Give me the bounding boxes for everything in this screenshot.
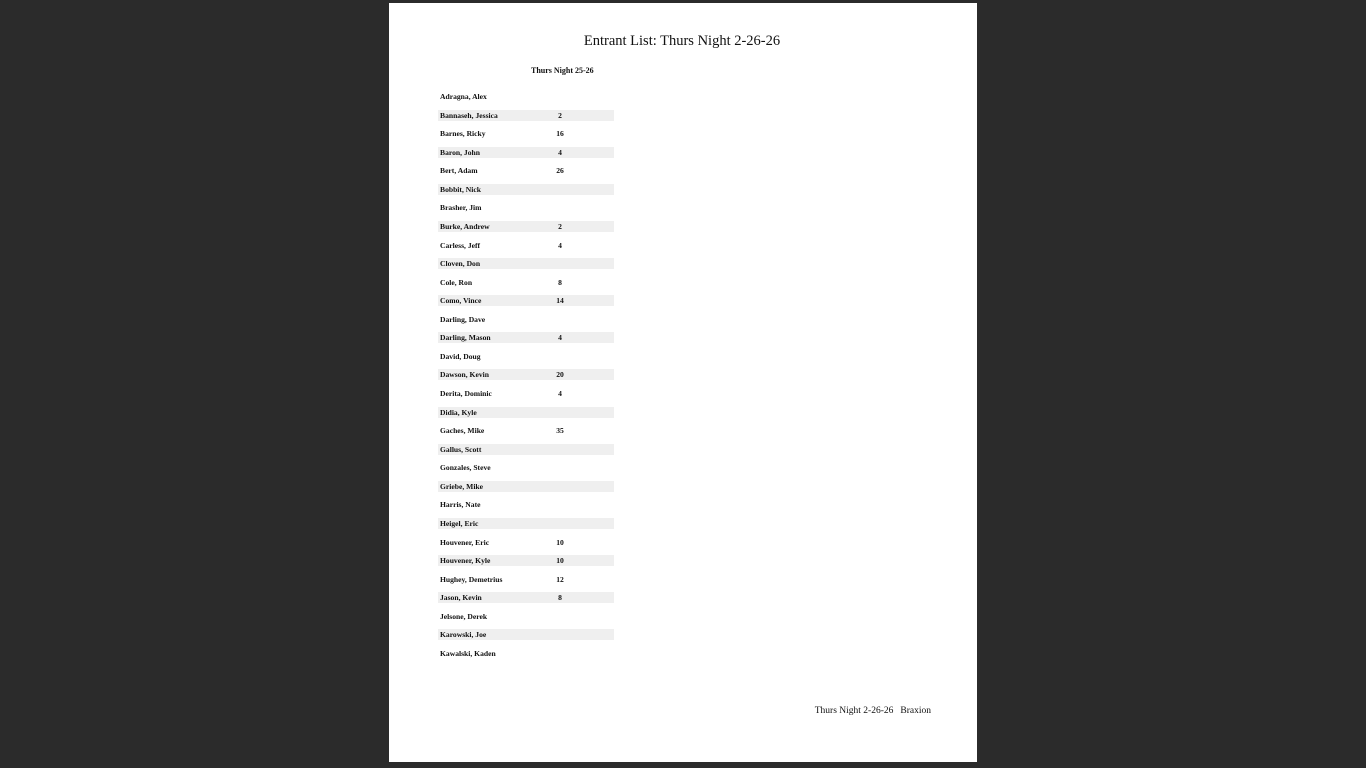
entrant-name: Cole, Ron <box>440 277 473 287</box>
entrant-name: Griebe, Mike <box>440 481 484 491</box>
entrant-name: Carless, Jeff <box>440 240 481 250</box>
list-item <box>438 221 614 232</box>
entrant-name: Kawalski, Kaden <box>440 648 496 658</box>
list-item <box>438 425 614 436</box>
entrant-value: 10 <box>556 556 564 566</box>
list-item <box>438 481 614 492</box>
entrant-name: Bert, Adam <box>440 166 478 176</box>
entrant-name: Hughey, Demetrius <box>440 574 503 584</box>
entrant-name: Darling, Mason <box>440 333 491 343</box>
list-item <box>438 499 614 510</box>
entrant-value: 2 <box>558 221 562 231</box>
list-item <box>438 165 614 176</box>
list-item <box>438 462 614 473</box>
entrant-value: 26 <box>556 166 564 176</box>
entrant-value: 10 <box>556 537 564 547</box>
list-item <box>438 202 614 213</box>
page-footer <box>815 706 931 716</box>
list-item <box>438 388 614 399</box>
list-item <box>438 537 614 548</box>
entrant-name: Karowski, Joe <box>440 630 487 640</box>
entrant-value: 4 <box>558 240 562 250</box>
list-item <box>438 574 614 585</box>
list-item <box>438 240 614 251</box>
footer-brand: Braxion <box>900 706 931 716</box>
entrant-list <box>438 91 614 666</box>
entrant-name: Harris, Nate <box>440 500 481 510</box>
list-item <box>438 351 614 362</box>
list-item <box>438 629 614 640</box>
entrant-value: 8 <box>558 277 562 287</box>
column-header: Thurs Night 25-26 <box>531 66 594 75</box>
list-item <box>438 555 614 566</box>
entrant-value: 4 <box>558 333 562 343</box>
entrant-value: 14 <box>556 296 564 306</box>
entrant-name: Houvener, Eric <box>440 537 490 547</box>
list-item <box>438 332 614 343</box>
entrant-value: 35 <box>556 426 564 436</box>
entrant-name: Jason, Kevin <box>440 593 482 603</box>
entrant-name: Heigel, Eric <box>440 518 479 528</box>
entrant-name: Didia, Kyle <box>440 407 477 417</box>
entrant-value: 16 <box>556 129 564 139</box>
entrant-name: Como, Vince <box>440 296 482 306</box>
entrant-value: 12 <box>556 574 564 584</box>
list-item <box>438 592 614 603</box>
entrant-name: Adragna, Alex <box>440 92 487 101</box>
entrant-name: Darling, Dave <box>440 314 486 324</box>
entrant-name: Jelsone, Derek <box>440 611 488 621</box>
entrant-value: 20 <box>556 370 564 380</box>
list-item <box>438 369 614 380</box>
page-title <box>389 33 977 50</box>
entrant-name: Houvener, Kyle <box>440 556 491 566</box>
entrant-name: Baron, John <box>440 147 480 157</box>
list-item <box>438 648 614 659</box>
list-item <box>438 128 614 139</box>
list-item <box>438 277 614 288</box>
entrant-name: Derita, Dominic <box>440 389 492 398</box>
list-item <box>438 444 614 455</box>
list-item <box>438 611 614 622</box>
page-title-text: Entrant List: Thurs Night 2-26-26 <box>583 33 781 49</box>
entrant-value: 4 <box>558 389 562 398</box>
entrant-name: David, Doug <box>440 351 481 361</box>
list-item <box>438 407 614 418</box>
entrant-name: Bannaseh, Jessica <box>440 110 498 120</box>
entrant-name: Gaches, Mike <box>440 426 485 436</box>
entrant-name: Dawson, Kevin <box>440 370 489 380</box>
list-item <box>438 110 614 121</box>
list-item <box>438 184 614 195</box>
document-page <box>389 3 977 762</box>
entrant-value: 8 <box>558 593 562 603</box>
entrant-name: Cloven, Don <box>440 259 481 269</box>
list-item <box>438 91 614 102</box>
list-item <box>438 314 614 325</box>
entrant-value: 2 <box>558 110 562 120</box>
entrant-name: Gallus, Scott <box>440 444 482 454</box>
entrant-name: Bobbit, Nick <box>440 184 481 194</box>
entrant-name: Brasher, Jim <box>440 203 482 213</box>
entrant-name: Burke, Andrew <box>440 221 490 231</box>
entrant-value: 4 <box>558 147 562 157</box>
list-item <box>438 295 614 306</box>
list-item <box>438 518 614 529</box>
entrant-name: Gonzales, Steve <box>440 463 491 473</box>
footer-event: Thurs Night 2-26-26 <box>814 706 894 716</box>
list-item <box>438 258 614 269</box>
list-item <box>438 147 614 158</box>
entrant-name: Barnes, Ricky <box>440 129 486 139</box>
